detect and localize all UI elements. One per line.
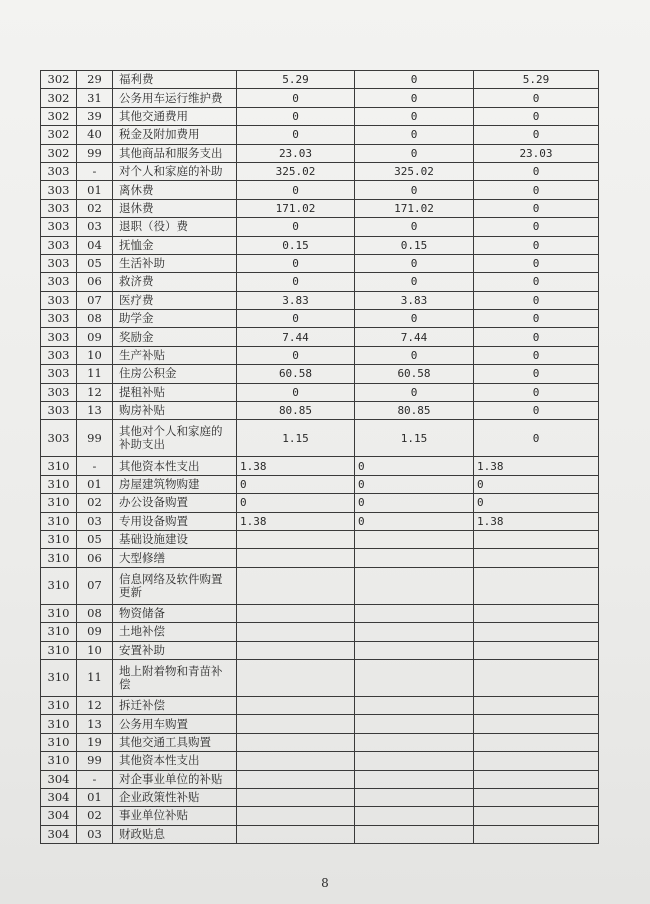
table-row bbox=[41, 770, 599, 788]
class-code-cell: 303 bbox=[41, 383, 77, 401]
project-value-cell: 0 bbox=[474, 89, 599, 107]
basic-value-cell: 0 bbox=[355, 107, 474, 125]
item-name-cell: 基础设施建设 bbox=[113, 530, 237, 548]
project-value-cell: 0 bbox=[474, 346, 599, 364]
project-value-cell: 0 bbox=[474, 107, 599, 125]
total-value-cell bbox=[237, 549, 355, 567]
item-name-cell: 公务用车运行维护费 bbox=[113, 89, 237, 107]
project-value-cell: 0 bbox=[474, 383, 599, 401]
item-code-cell: 05 bbox=[77, 254, 113, 272]
item-name-cell: 生活补助 bbox=[113, 254, 237, 272]
basic-value-cell bbox=[355, 659, 474, 696]
class-code-cell: 303 bbox=[41, 218, 77, 236]
table-row bbox=[41, 641, 599, 659]
table-row bbox=[41, 788, 599, 806]
total-value-cell: 0 bbox=[237, 475, 355, 493]
item-code-cell: 13 bbox=[77, 402, 113, 420]
total-value-cell: 0 bbox=[237, 218, 355, 236]
project-value-cell: 1.38 bbox=[474, 512, 599, 530]
table-row bbox=[41, 218, 599, 236]
basic-value-cell bbox=[355, 733, 474, 751]
class-code-cell: 310 bbox=[41, 567, 77, 604]
class-code-cell: 310 bbox=[41, 512, 77, 530]
item-code-cell: 29 bbox=[77, 71, 113, 89]
total-value-cell bbox=[237, 733, 355, 751]
total-value-cell bbox=[237, 623, 355, 641]
project-value-cell bbox=[474, 696, 599, 714]
class-code-cell: 303 bbox=[41, 420, 77, 457]
item-code-cell: 03 bbox=[77, 512, 113, 530]
item-name-cell: 其他资本性支出 bbox=[113, 457, 237, 475]
basic-value-cell: 1.15 bbox=[355, 420, 474, 457]
class-code-cell: 310 bbox=[41, 752, 77, 770]
item-code-cell: 07 bbox=[77, 567, 113, 604]
project-value-cell: 0 bbox=[474, 181, 599, 199]
class-code-cell: 303 bbox=[41, 199, 77, 217]
item-code-cell: 02 bbox=[77, 494, 113, 512]
item-code-cell: 08 bbox=[77, 604, 113, 622]
basic-value-cell: 0 bbox=[355, 494, 474, 512]
item-name-cell: 购房补贴 bbox=[113, 402, 237, 420]
item-code-cell: 39 bbox=[77, 107, 113, 125]
project-value-cell: 0 bbox=[474, 475, 599, 493]
class-code-cell: 310 bbox=[41, 475, 77, 493]
total-value-cell bbox=[237, 788, 355, 806]
class-code-cell: 310 bbox=[41, 715, 77, 733]
item-name-cell: 专用设备购置 bbox=[113, 512, 237, 530]
item-name-cell: 大型修缮 bbox=[113, 549, 237, 567]
basic-value-cell: 0 bbox=[355, 475, 474, 493]
basic-value-cell bbox=[355, 752, 474, 770]
item-code-cell: 01 bbox=[77, 788, 113, 806]
basic-value-cell: 0 bbox=[355, 89, 474, 107]
item-name-cell: 其他资本性支出 bbox=[113, 752, 237, 770]
basic-value-cell: 7.44 bbox=[355, 328, 474, 346]
class-code-cell: 302 bbox=[41, 144, 77, 162]
basic-value-cell bbox=[355, 825, 474, 843]
item-name-cell: 助学金 bbox=[113, 310, 237, 328]
item-name-cell: 房屋建筑物购建 bbox=[113, 475, 237, 493]
project-value-cell: 0 bbox=[474, 126, 599, 144]
table-row bbox=[41, 475, 599, 493]
page-number: 8 bbox=[321, 876, 329, 890]
project-value-cell: 0 bbox=[474, 494, 599, 512]
total-value-cell: 0 bbox=[237, 126, 355, 144]
item-name-cell: 财政贴息 bbox=[113, 825, 237, 843]
item-code-cell: 12 bbox=[77, 696, 113, 714]
item-name-cell: 公务用车购置 bbox=[113, 715, 237, 733]
total-value-cell bbox=[237, 715, 355, 733]
item-code-cell: 04 bbox=[77, 236, 113, 254]
total-value-cell: 0 bbox=[237, 494, 355, 512]
table-row bbox=[41, 567, 599, 604]
table-row bbox=[41, 89, 599, 107]
item-name-cell: 对企事业单位的补贴 bbox=[113, 770, 237, 788]
table-row bbox=[41, 659, 599, 696]
class-code-cell: 302 bbox=[41, 107, 77, 125]
item-code-cell: 10 bbox=[77, 641, 113, 659]
total-value-cell bbox=[237, 825, 355, 843]
total-value-cell: 5.29 bbox=[237, 71, 355, 89]
item-code-cell: 01 bbox=[77, 475, 113, 493]
table-row bbox=[41, 291, 599, 309]
basic-value-cell: 0 bbox=[355, 254, 474, 272]
project-value-cell: 23.03 bbox=[474, 144, 599, 162]
total-value-cell bbox=[237, 770, 355, 788]
basic-value-cell bbox=[355, 770, 474, 788]
total-value-cell bbox=[237, 567, 355, 604]
project-value-cell bbox=[474, 567, 599, 604]
item-code-cell: 99 bbox=[77, 752, 113, 770]
expenditure-table bbox=[40, 70, 599, 844]
class-code-cell: 303 bbox=[41, 328, 77, 346]
basic-value-cell bbox=[355, 623, 474, 641]
total-value-cell bbox=[237, 659, 355, 696]
class-code-cell: 310 bbox=[41, 549, 77, 567]
class-code-cell: 310 bbox=[41, 733, 77, 751]
class-code-cell: 304 bbox=[41, 770, 77, 788]
table-row bbox=[41, 623, 599, 641]
total-value-cell: 0 bbox=[237, 310, 355, 328]
item-code-cell: 11 bbox=[77, 659, 113, 696]
item-name-cell: 对个人和家庭的补助 bbox=[113, 162, 237, 180]
basic-value-cell: 0 bbox=[355, 126, 474, 144]
table-row bbox=[41, 199, 599, 217]
table-row bbox=[41, 733, 599, 751]
project-value-cell: 0 bbox=[474, 310, 599, 328]
table-row bbox=[41, 236, 599, 254]
basic-value-cell: 0 bbox=[355, 71, 474, 89]
item-name-cell: 其他交通工具购置 bbox=[113, 733, 237, 751]
basic-value-cell bbox=[355, 530, 474, 548]
table-row bbox=[41, 825, 599, 843]
table-row bbox=[41, 604, 599, 622]
item-code-cell: 40 bbox=[77, 126, 113, 144]
basic-value-cell bbox=[355, 788, 474, 806]
table-row bbox=[41, 549, 599, 567]
project-value-cell: 0 bbox=[474, 365, 599, 383]
item-code-cell: - bbox=[77, 162, 113, 180]
item-name-cell: 住房公积金 bbox=[113, 365, 237, 383]
table-row bbox=[41, 107, 599, 125]
basic-value-cell: 0 bbox=[355, 457, 474, 475]
class-code-cell: 310 bbox=[41, 494, 77, 512]
total-value-cell: 1.15 bbox=[237, 420, 355, 457]
item-name-cell: 信息网络及软件购置更新 bbox=[113, 567, 237, 604]
table-row bbox=[41, 402, 599, 420]
table-row bbox=[41, 144, 599, 162]
item-name-cell: 提租补贴 bbox=[113, 383, 237, 401]
item-name-cell: 企业政策性补贴 bbox=[113, 788, 237, 806]
basic-value-cell bbox=[355, 549, 474, 567]
table-row bbox=[41, 457, 599, 475]
basic-value-cell bbox=[355, 715, 474, 733]
basic-value-cell: 80.85 bbox=[355, 402, 474, 420]
basic-value-cell: 0.15 bbox=[355, 236, 474, 254]
item-name-cell: 抚恤金 bbox=[113, 236, 237, 254]
total-value-cell: 0 bbox=[237, 346, 355, 364]
item-name-cell: 其他交通费用 bbox=[113, 107, 237, 125]
item-name-cell: 救济费 bbox=[113, 273, 237, 291]
class-code-cell: 310 bbox=[41, 641, 77, 659]
class-code-cell: 302 bbox=[41, 126, 77, 144]
project-value-cell: 5.29 bbox=[474, 71, 599, 89]
class-code-cell: 310 bbox=[41, 604, 77, 622]
total-value-cell: 0 bbox=[237, 273, 355, 291]
project-value-cell: 0 bbox=[474, 199, 599, 217]
class-code-cell: 310 bbox=[41, 530, 77, 548]
total-value-cell: 3.83 bbox=[237, 291, 355, 309]
item-code-cell: 99 bbox=[77, 420, 113, 457]
item-name-cell: 其他对个人和家庭的补助支出 bbox=[113, 420, 237, 457]
class-code-cell: 303 bbox=[41, 236, 77, 254]
item-code-cell: 03 bbox=[77, 218, 113, 236]
total-value-cell: 0.15 bbox=[237, 236, 355, 254]
total-value-cell: 80.85 bbox=[237, 402, 355, 420]
project-value-cell bbox=[474, 530, 599, 548]
item-code-cell: 31 bbox=[77, 89, 113, 107]
table-row bbox=[41, 530, 599, 548]
project-value-cell bbox=[474, 604, 599, 622]
basic-value-cell: 0 bbox=[355, 144, 474, 162]
project-value-cell bbox=[474, 623, 599, 641]
total-value-cell: 60.58 bbox=[237, 365, 355, 383]
item-code-cell: 06 bbox=[77, 549, 113, 567]
total-value-cell bbox=[237, 530, 355, 548]
class-code-cell: 310 bbox=[41, 696, 77, 714]
table-row bbox=[41, 696, 599, 714]
table-row bbox=[41, 254, 599, 272]
total-value-cell: 0 bbox=[237, 107, 355, 125]
table-row bbox=[41, 807, 599, 825]
item-name-cell: 其他商品和服务支出 bbox=[113, 144, 237, 162]
project-value-cell: 0 bbox=[474, 236, 599, 254]
table-row bbox=[41, 328, 599, 346]
table-row bbox=[41, 383, 599, 401]
class-code-cell: 303 bbox=[41, 254, 77, 272]
project-value-cell: 0 bbox=[474, 402, 599, 420]
total-value-cell bbox=[237, 641, 355, 659]
table-row bbox=[41, 420, 599, 457]
basic-value-cell: 325.02 bbox=[355, 162, 474, 180]
project-value-cell: 0 bbox=[474, 162, 599, 180]
class-code-cell: 303 bbox=[41, 402, 77, 420]
item-code-cell: 07 bbox=[77, 291, 113, 309]
total-value-cell: 171.02 bbox=[237, 199, 355, 217]
class-code-cell: 302 bbox=[41, 89, 77, 107]
total-value-cell: 325.02 bbox=[237, 162, 355, 180]
item-code-cell: 02 bbox=[77, 199, 113, 217]
project-value-cell bbox=[474, 788, 599, 806]
project-value-cell: 0 bbox=[474, 254, 599, 272]
table-row bbox=[41, 752, 599, 770]
class-code-cell: 302 bbox=[41, 71, 77, 89]
item-code-cell: 12 bbox=[77, 383, 113, 401]
project-value-cell bbox=[474, 641, 599, 659]
item-code-cell: 10 bbox=[77, 346, 113, 364]
item-name-cell: 退职（役）费 bbox=[113, 218, 237, 236]
table-row bbox=[41, 365, 599, 383]
basic-value-cell: 0 bbox=[355, 512, 474, 530]
class-code-cell: 304 bbox=[41, 788, 77, 806]
total-value-cell bbox=[237, 696, 355, 714]
basic-value-cell: 0 bbox=[355, 218, 474, 236]
table-row bbox=[41, 162, 599, 180]
total-value-cell: 0 bbox=[237, 89, 355, 107]
table-body bbox=[41, 71, 599, 844]
project-value-cell bbox=[474, 733, 599, 751]
table-row bbox=[41, 71, 599, 89]
item-name-cell: 土地补偿 bbox=[113, 623, 237, 641]
project-value-cell bbox=[474, 549, 599, 567]
class-code-cell: 303 bbox=[41, 181, 77, 199]
item-code-cell: 09 bbox=[77, 623, 113, 641]
class-code-cell: 303 bbox=[41, 162, 77, 180]
table-row bbox=[41, 512, 599, 530]
project-value-cell: 0 bbox=[474, 291, 599, 309]
class-code-cell: 303 bbox=[41, 310, 77, 328]
class-code-cell: 304 bbox=[41, 825, 77, 843]
total-value-cell: 7.44 bbox=[237, 328, 355, 346]
table-row bbox=[41, 346, 599, 364]
basic-value-cell bbox=[355, 567, 474, 604]
item-code-cell: 05 bbox=[77, 530, 113, 548]
project-value-cell: 1.38 bbox=[474, 457, 599, 475]
item-code-cell: 08 bbox=[77, 310, 113, 328]
basic-value-cell: 171.02 bbox=[355, 199, 474, 217]
item-name-cell: 物资储备 bbox=[113, 604, 237, 622]
item-code-cell: 06 bbox=[77, 273, 113, 291]
project-value-cell: 0 bbox=[474, 218, 599, 236]
project-value-cell bbox=[474, 825, 599, 843]
item-name-cell: 退休费 bbox=[113, 199, 237, 217]
basic-value-cell: 3.83 bbox=[355, 291, 474, 309]
class-code-cell: 303 bbox=[41, 273, 77, 291]
total-value-cell bbox=[237, 752, 355, 770]
basic-value-cell: 0 bbox=[355, 310, 474, 328]
item-code-cell: 03 bbox=[77, 825, 113, 843]
item-code-cell: 09 bbox=[77, 328, 113, 346]
project-value-cell: 0 bbox=[474, 420, 599, 457]
item-name-cell: 事业单位补贴 bbox=[113, 807, 237, 825]
class-code-cell: 304 bbox=[41, 807, 77, 825]
basic-value-cell bbox=[355, 641, 474, 659]
class-code-cell: 310 bbox=[41, 623, 77, 641]
table-row bbox=[41, 715, 599, 733]
item-name-cell: 奖励金 bbox=[113, 328, 237, 346]
item-code-cell: - bbox=[77, 457, 113, 475]
basic-value-cell bbox=[355, 807, 474, 825]
class-code-cell: 303 bbox=[41, 291, 77, 309]
basic-value-cell: 60.58 bbox=[355, 365, 474, 383]
project-value-cell bbox=[474, 807, 599, 825]
total-value-cell bbox=[237, 604, 355, 622]
basic-value-cell: 0 bbox=[355, 273, 474, 291]
total-value-cell: 0 bbox=[237, 181, 355, 199]
project-value-cell bbox=[474, 770, 599, 788]
basic-value-cell: 0 bbox=[355, 383, 474, 401]
item-code-cell: 02 bbox=[77, 807, 113, 825]
item-name-cell: 地上附着物和青苗补偿 bbox=[113, 659, 237, 696]
table-row bbox=[41, 310, 599, 328]
table-row bbox=[41, 126, 599, 144]
total-value-cell: 0 bbox=[237, 254, 355, 272]
total-value-cell: 1.38 bbox=[237, 512, 355, 530]
basic-value-cell bbox=[355, 696, 474, 714]
total-value-cell: 1.38 bbox=[237, 457, 355, 475]
basic-value-cell bbox=[355, 604, 474, 622]
total-value-cell: 0 bbox=[237, 383, 355, 401]
item-name-cell: 生产补贴 bbox=[113, 346, 237, 364]
class-code-cell: 303 bbox=[41, 365, 77, 383]
item-name-cell: 办公设备购置 bbox=[113, 494, 237, 512]
item-name-cell: 福利费 bbox=[113, 71, 237, 89]
project-value-cell: 0 bbox=[474, 328, 599, 346]
item-code-cell: 99 bbox=[77, 144, 113, 162]
class-code-cell: 303 bbox=[41, 346, 77, 364]
item-name-cell: 医疗费 bbox=[113, 291, 237, 309]
project-value-cell bbox=[474, 715, 599, 733]
item-code-cell: - bbox=[77, 770, 113, 788]
project-value-cell: 0 bbox=[474, 273, 599, 291]
class-code-cell: 310 bbox=[41, 457, 77, 475]
project-value-cell bbox=[474, 659, 599, 696]
total-value-cell bbox=[237, 807, 355, 825]
item-name-cell: 税金及附加费用 bbox=[113, 126, 237, 144]
table-row bbox=[41, 181, 599, 199]
table-row bbox=[41, 494, 599, 512]
item-name-cell: 安置补助 bbox=[113, 641, 237, 659]
total-value-cell: 23.03 bbox=[237, 144, 355, 162]
item-code-cell: 11 bbox=[77, 365, 113, 383]
basic-value-cell: 0 bbox=[355, 346, 474, 364]
item-code-cell: 19 bbox=[77, 733, 113, 751]
class-code-cell: 310 bbox=[41, 659, 77, 696]
item-code-cell: 13 bbox=[77, 715, 113, 733]
basic-value-cell: 0 bbox=[355, 181, 474, 199]
project-value-cell bbox=[474, 752, 599, 770]
table-row bbox=[41, 273, 599, 291]
item-code-cell: 01 bbox=[77, 181, 113, 199]
item-name-cell: 拆迁补偿 bbox=[113, 696, 237, 714]
item-name-cell: 离休费 bbox=[113, 181, 237, 199]
